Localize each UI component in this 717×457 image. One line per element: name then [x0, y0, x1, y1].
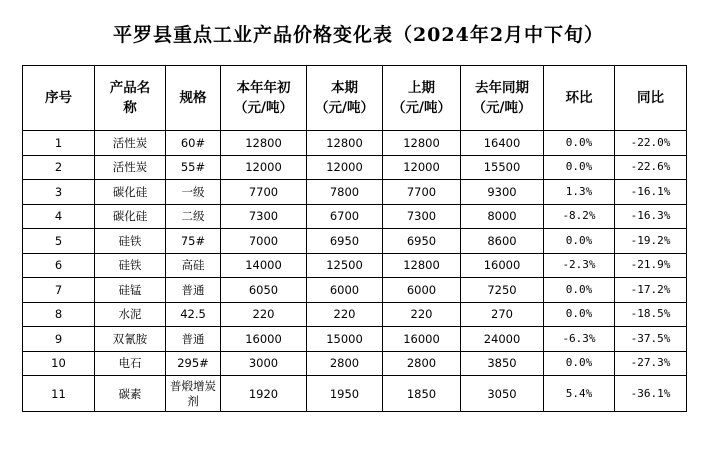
table-cell: 硅锰 — [95, 278, 166, 303]
table-cell: 75# — [166, 229, 221, 254]
table-row — [23, 327, 687, 352]
table-cell: 10 — [23, 351, 95, 376]
column-header — [23, 66, 95, 131]
table-row — [23, 229, 687, 254]
table-cell: 2 — [23, 155, 95, 180]
table-cell: 普通 — [166, 278, 221, 303]
table-cell: 7700 — [383, 180, 461, 205]
table-cell: 15500 — [461, 155, 544, 180]
table-cell: 9 — [23, 327, 95, 352]
table-cell: 12500 — [307, 253, 383, 278]
table-cell: -21.9% — [615, 253, 687, 278]
table-cell: 12800 — [307, 131, 383, 156]
table-cell: 8 — [23, 302, 95, 327]
table-cell: -17.2% — [615, 278, 687, 303]
table-cell: 12000 — [221, 155, 307, 180]
table-cell: -37.5% — [615, 327, 687, 352]
table-cell: 6000 — [307, 278, 383, 303]
table-cell: 5 — [23, 229, 95, 254]
table-cell: 220 — [307, 302, 383, 327]
table-cell: 7800 — [307, 180, 383, 205]
table-cell: 1.3% — [544, 180, 615, 205]
column-header-line: 产品名 — [109, 80, 151, 96]
table-cell: 12800 — [383, 253, 461, 278]
table-cell: 高硅 — [166, 253, 221, 278]
table-row — [23, 376, 687, 412]
table-cell: 活性炭 — [95, 131, 166, 156]
table-cell: 0.0% — [544, 302, 615, 327]
column-header-line: 本期 — [331, 80, 358, 96]
table-cell: 活性炭 — [95, 155, 166, 180]
table-row — [23, 253, 687, 278]
column-header-line: 称 — [123, 100, 137, 116]
table-cell: 3850 — [461, 351, 544, 376]
table-cell: 水泥 — [95, 302, 166, 327]
table-cell: 15000 — [307, 327, 383, 352]
table-row — [23, 302, 687, 327]
table-cell: 碳化硅 — [95, 204, 166, 229]
column-header-line: （元/吨） — [472, 100, 532, 116]
table-cell: 295# — [166, 351, 221, 376]
table-cell: -36.1% — [615, 376, 687, 412]
table-cell: 7250 — [461, 278, 544, 303]
table-cell: 6000 — [383, 278, 461, 303]
column-header-line: 本年年初 — [236, 80, 291, 96]
table-cell: 5.4% — [544, 376, 615, 412]
column-header — [383, 66, 461, 131]
column-header-line: 去年同期 — [475, 80, 529, 96]
table-cell: 6950 — [383, 229, 461, 254]
column-header-line: 规格 — [179, 90, 207, 106]
table-cell: 6050 — [221, 278, 307, 303]
table-row — [23, 131, 687, 156]
table-cell: 11 — [23, 376, 95, 412]
table-row — [23, 155, 687, 180]
table-cell: 1850 — [383, 376, 461, 412]
table-cell: 3 — [23, 180, 95, 205]
column-header — [221, 66, 307, 131]
table-cell: 1 — [23, 131, 95, 156]
column-header — [615, 66, 687, 131]
table-cell: -16.3% — [615, 204, 687, 229]
table-cell: 16000 — [221, 327, 307, 352]
table-cell: 12800 — [383, 131, 461, 156]
table-cell: 220 — [383, 302, 461, 327]
column-header — [166, 66, 221, 131]
table-header-row — [23, 66, 687, 131]
table-row — [23, 180, 687, 205]
table-cell: -6.3% — [544, 327, 615, 352]
table-cell: 42.5 — [166, 302, 221, 327]
table-row — [23, 204, 687, 229]
table-cell: 7300 — [383, 204, 461, 229]
table-cell: 0.0% — [544, 155, 615, 180]
table-cell: 60# — [166, 131, 221, 156]
table-cell: 12000 — [383, 155, 461, 180]
table-cell: 电石 — [95, 351, 166, 376]
table-cell: 碳素 — [95, 376, 166, 412]
table-cell: 2800 — [383, 351, 461, 376]
column-header — [461, 66, 544, 131]
table-row — [23, 351, 687, 376]
table-cell: 220 — [221, 302, 307, 327]
table-cell: -16.1% — [615, 180, 687, 205]
column-header-line: （元/吨） — [315, 100, 374, 116]
table-cell: 16000 — [383, 327, 461, 352]
table-cell: 1920 — [221, 376, 307, 412]
column-header-line: 上期 — [408, 80, 435, 96]
table-cell: 7700 — [221, 180, 307, 205]
page-title: 平罗县重点工业产品价格变化表（2024年2月中下旬） — [112, 24, 605, 46]
price-table — [22, 65, 687, 412]
table-cell: 0.0% — [544, 351, 615, 376]
table-cell: 7 — [23, 278, 95, 303]
table-cell: 16400 — [461, 131, 544, 156]
table-cell: 6700 — [307, 204, 383, 229]
table-cell: 24000 — [461, 327, 544, 352]
column-header-line: 同比 — [637, 90, 664, 106]
table-cell: 14000 — [221, 253, 307, 278]
table-row — [23, 278, 687, 303]
table-cell: 二级 — [166, 204, 221, 229]
table-cell: -18.5% — [615, 302, 687, 327]
table-cell: 3050 — [461, 376, 544, 412]
table-cell: 2800 — [307, 351, 383, 376]
table-cell: -27.3% — [615, 351, 687, 376]
table-cell: 0.0% — [544, 229, 615, 254]
table-cell: 0.0% — [544, 278, 615, 303]
table-cell: 碳化硅 — [95, 180, 166, 205]
table-cell: 普煅增炭剂 — [166, 376, 221, 412]
column-header-line: （元/吨） — [234, 100, 293, 116]
table-cell: 4 — [23, 204, 95, 229]
column-header — [307, 66, 383, 131]
table-cell: -8.2% — [544, 204, 615, 229]
table-cell: 硅铁 — [95, 253, 166, 278]
table-cell: -2.3% — [544, 253, 615, 278]
table-cell: 9300 — [461, 180, 544, 205]
table-cell: 270 — [461, 302, 544, 327]
table-cell: 普通 — [166, 327, 221, 352]
table-cell: 一级 — [166, 180, 221, 205]
table-cell: 硅铁 — [95, 229, 166, 254]
table-cell: 6 — [23, 253, 95, 278]
table-body — [23, 131, 687, 412]
table-cell: 3000 — [221, 351, 307, 376]
table-cell: -22.0% — [615, 131, 687, 156]
table-cell: 7300 — [221, 204, 307, 229]
table-cell: 8600 — [461, 229, 544, 254]
table-cell: 双氰胺 — [95, 327, 166, 352]
table-cell: 7000 — [221, 229, 307, 254]
table-cell: 12000 — [307, 155, 383, 180]
table-cell: -19.2% — [615, 229, 687, 254]
table-cell: 16000 — [461, 253, 544, 278]
table-cell: 1950 — [307, 376, 383, 412]
table-cell: 6950 — [307, 229, 383, 254]
table-cell: 0.0% — [544, 131, 615, 156]
column-header-line: （元/吨） — [392, 100, 451, 116]
table-cell: 12800 — [221, 131, 307, 156]
column-header-line: 序号 — [45, 90, 72, 106]
table-cell: 55# — [166, 155, 221, 180]
column-header — [544, 66, 615, 131]
table-cell: 8000 — [461, 204, 544, 229]
table-cell: -22.6% — [615, 155, 687, 180]
column-header-line: 环比 — [565, 90, 593, 106]
column-header — [95, 66, 166, 131]
